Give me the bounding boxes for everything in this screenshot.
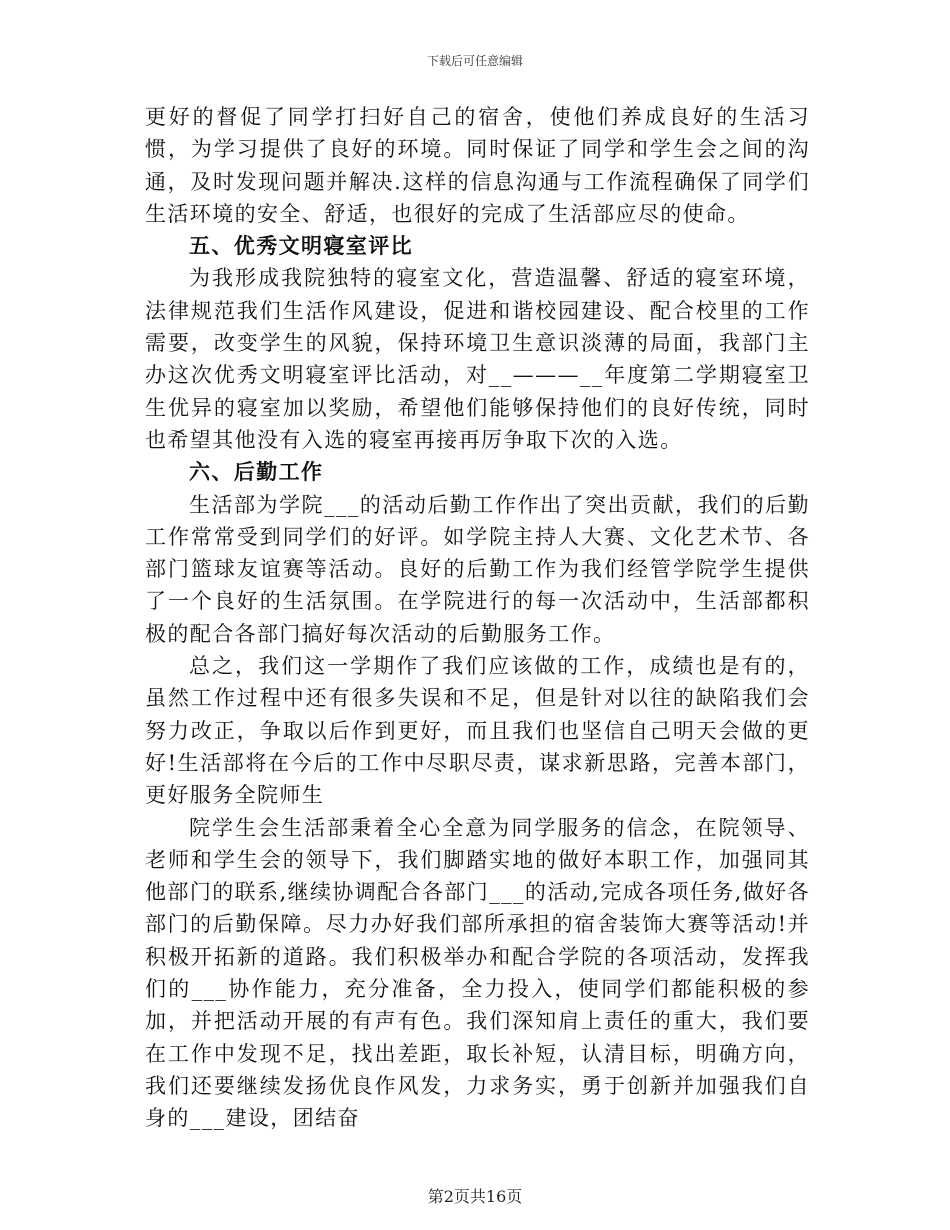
section-heading-logistics: 六、后勤工作	[189, 459, 324, 485]
page-number: 第2页共16页	[427, 1187, 523, 1206]
section-heading-dorm-selection: 五、优秀文明寝室评比	[189, 233, 413, 259]
paragraph-dorm-selection: 为我形成我院独特的寝室文化，营造温馨、舒适的寝室环境，法律规范我们生活作风建设，促进和谐校园建设、配合校里的工作需要，改变学生的风貌，保持环境卫生意识淡薄的局面，我部门主办这次优秀文明寝室评比活动，对__———__年度第二学期寝室卫生优异的寝室加以奖励，希望他们能够保持他们的良好传统，同时也希望其他没有入选的寝室再接再厉争取下次的入选。	[145, 266, 810, 452]
paragraph-department-plan: 院学生会生活部秉着全心全意为同学服务的信念，在院领导、老师和学生会的领导下，我们脚踏实地的做好本职工作，加强同其他部门的联系,继续协调配合各部门___的活动,完成各项任务,做好各部门的后勤保障。尽力办好我们部所承担的宿舍装饰大赛等活动!并积极开拓新的道路。我们积极举办和配合学院的各项活动，发挥我们的___协作能力，充分准备，全力投入，使同学们都能积极的参加，并把活动开展的有声有色。我们深知肩上责任的重大，我们要在工作中发现不足，找出差距，取长补短，认清目标，明确方向，我们还要继续发扬优良作风发，力求务实，勇于创新并加强我们自身的___建设，团结奋	[145, 815, 810, 1131]
paragraph-logistics: 生活部为学院___的活动后勤工作作出了突出贡献，我们的后勤工作常常受到同学们的好评。如学院主持人大赛、文化艺术节、各部门篮球友谊赛等活动。良好的后勤工作为我们经管学院学生提供了一个良好的生活氛围。在学院进行的每一次活动中，生活部都积极的配合各部门搞好每次活动的后勤服务工作。	[145, 492, 810, 646]
document-body	[145, 101, 810, 1135]
page-header: 下载后可任意编辑	[426, 54, 523, 68]
paragraph-summary: 总之，我们这一学期作了我们应该做的工作，成绩也是有的，虽然工作过程中还有很多失误和不足，但是针对以往的缺陷我们会努力改正，争取以后作到更好，而且我们也坚信自己明天会做的更好!生活部将在今后的工作中尽职尽责，谋求新思路，完善本部门，更好服务全院师生	[145, 654, 810, 808]
paragraph-continuation: 更好的督促了同学打扫好自己的宿舍，使他们养成良好的生活习惯，为学习提供了良好的环境。同时保证了同学和学生会之间的沟通，及时发现问题并解决.这样的信息沟通与工作流程确保了同学们生活环境的安全、舒适，也很好的完成了生活部应尽的使命。	[145, 105, 810, 226]
